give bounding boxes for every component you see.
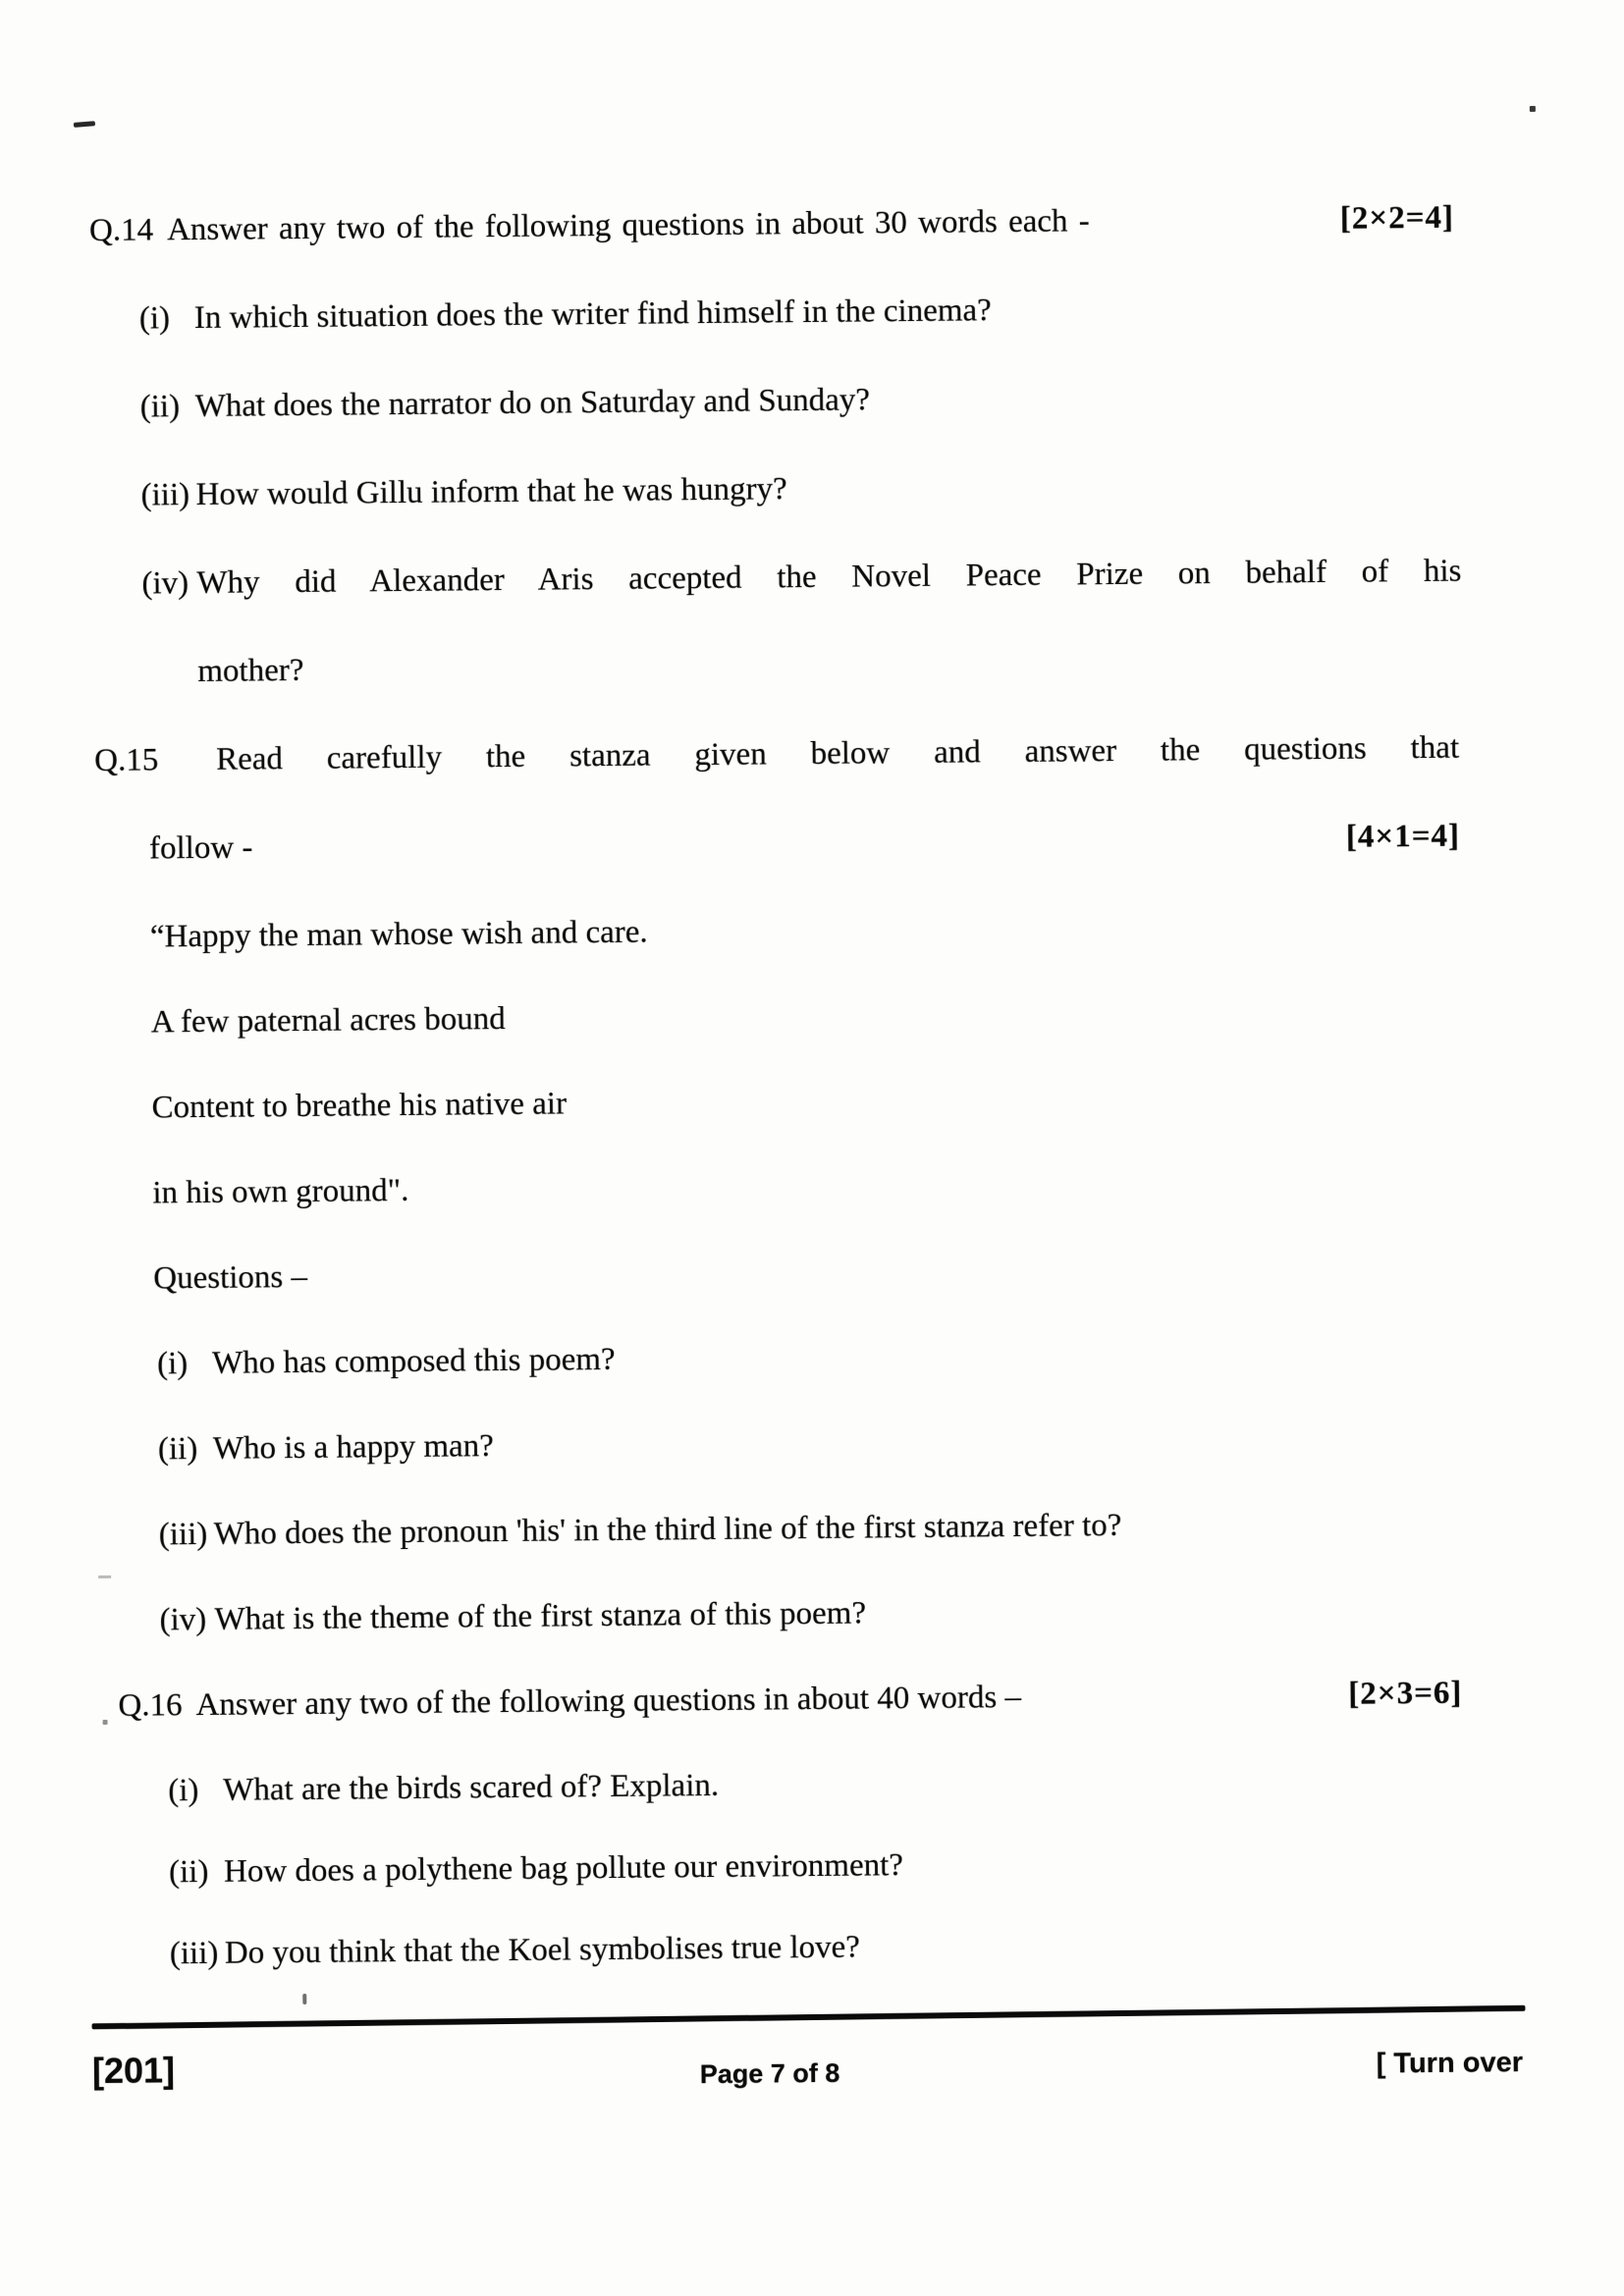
sub-question-label: (iv) [141,565,189,602]
sub-question-row [168,1757,1473,1814]
footer-divider [92,2005,1526,2030]
sub-question-text: What is the theme of the first stanza of this poem? [214,1595,867,1637]
question-text-continuation: follow - [148,829,253,867]
question-header-line1 [94,726,1459,783]
sub-question-text: Who is a happy man? [212,1428,494,1467]
sub-question-text-line2: mother? [197,652,304,689]
sub-question-text [196,550,1462,694]
sub-question-label: (i) [156,1346,189,1382]
question-number: Q.16 [118,1687,183,1724]
sub-question-row [169,1839,1474,1896]
stanza-line: Content to breathe his native air [151,1086,568,1126]
footer-page-number: Page 7 of 8 [699,2057,840,2090]
sub-question-row [159,1586,1471,1643]
sub-question-text: Who does the pronoun 'his' in the third line of the first stanza refer to? [213,1507,1122,1552]
scan-mark [74,121,95,128]
question-14 [0,194,1619,696]
marks-badge: [2×3=6] [1348,1675,1463,1712]
questions-heading: Questions – [153,1258,308,1297]
sub-question-text: How does a polythene bag pollute our environment? [223,1847,904,1890]
sub-question-text-line1: Why did Alexander Aris accepted the Novel Peace Prize on behalf of his [196,553,1462,601]
sub-question-row [158,1415,1470,1472]
sub-question-row [140,461,1460,518]
scan-mark [98,1575,111,1578]
footer-turn-over: [ Turn over [1376,2047,1524,2080]
scan-mark [103,1720,108,1725]
question-text: Read carefully the stanza given below and answer the questions that [215,729,1460,777]
question-15-header [94,726,1460,872]
sub-question-label: (iv) [159,1601,207,1638]
marks-badge: [2×2=4] [1339,199,1455,237]
sub-question-label: (iii) [158,1516,208,1553]
sub-question-text: Do you think that the Koel symbolises true love? [224,1929,861,1971]
sub-question-label: (i) [168,1773,199,1809]
sub-question-label: (i) [138,300,171,337]
sub-question-text: In which situation does the writer find himself in the cinema? [193,293,992,336]
question-header-line2 [95,815,1460,872]
sub-question-label: (iii) [169,1935,219,1972]
sub-question-label: (ii) [139,389,181,425]
question-text: Answer any two of the following questions in about 30 words each - [166,203,1090,248]
scan-mark [1530,106,1536,112]
sub-question-label: (ii) [157,1431,198,1468]
sub-question-row [140,373,1460,430]
sub-question-row [139,285,1459,342]
sub-question-text: How would Gillu inform that he was hungry? [195,471,787,512]
question-16 [5,1670,1624,1978]
scan-mark [302,1994,306,2004]
sub-question-text: What does the narrator do on Saturday and Sunday? [194,382,871,424]
question-15 [0,724,1624,1644]
sub-question-row [141,550,1462,695]
question-number: Q.15 [94,742,159,778]
question-number: Q.14 [88,212,154,249]
stanza-line: in his own ground". [152,1172,409,1211]
stanza-line: A few paternal acres bound [150,1000,506,1041]
sub-question-text: Who has composed this poem? [211,1341,616,1381]
sub-question-label: (ii) [168,1853,209,1891]
question-text: Answer any two of the following questions in about 40 words – [195,1679,1022,1724]
marks-badge: [4×1=4] [1345,818,1461,855]
sub-question-label: (iii) [140,477,190,513]
question-14-header [89,196,1454,253]
sub-question-row [157,1330,1469,1387]
sub-question-row [159,1501,1471,1558]
question-16-header [118,1672,1462,1729]
sub-question-row [170,1920,1475,1977]
stanza-line: “Happy the man whose wish and care. [149,914,648,955]
footer-booklet-code: [201] [91,2050,176,2092]
sub-question-text: What are the birds scared of? Explain. [223,1767,720,1808]
